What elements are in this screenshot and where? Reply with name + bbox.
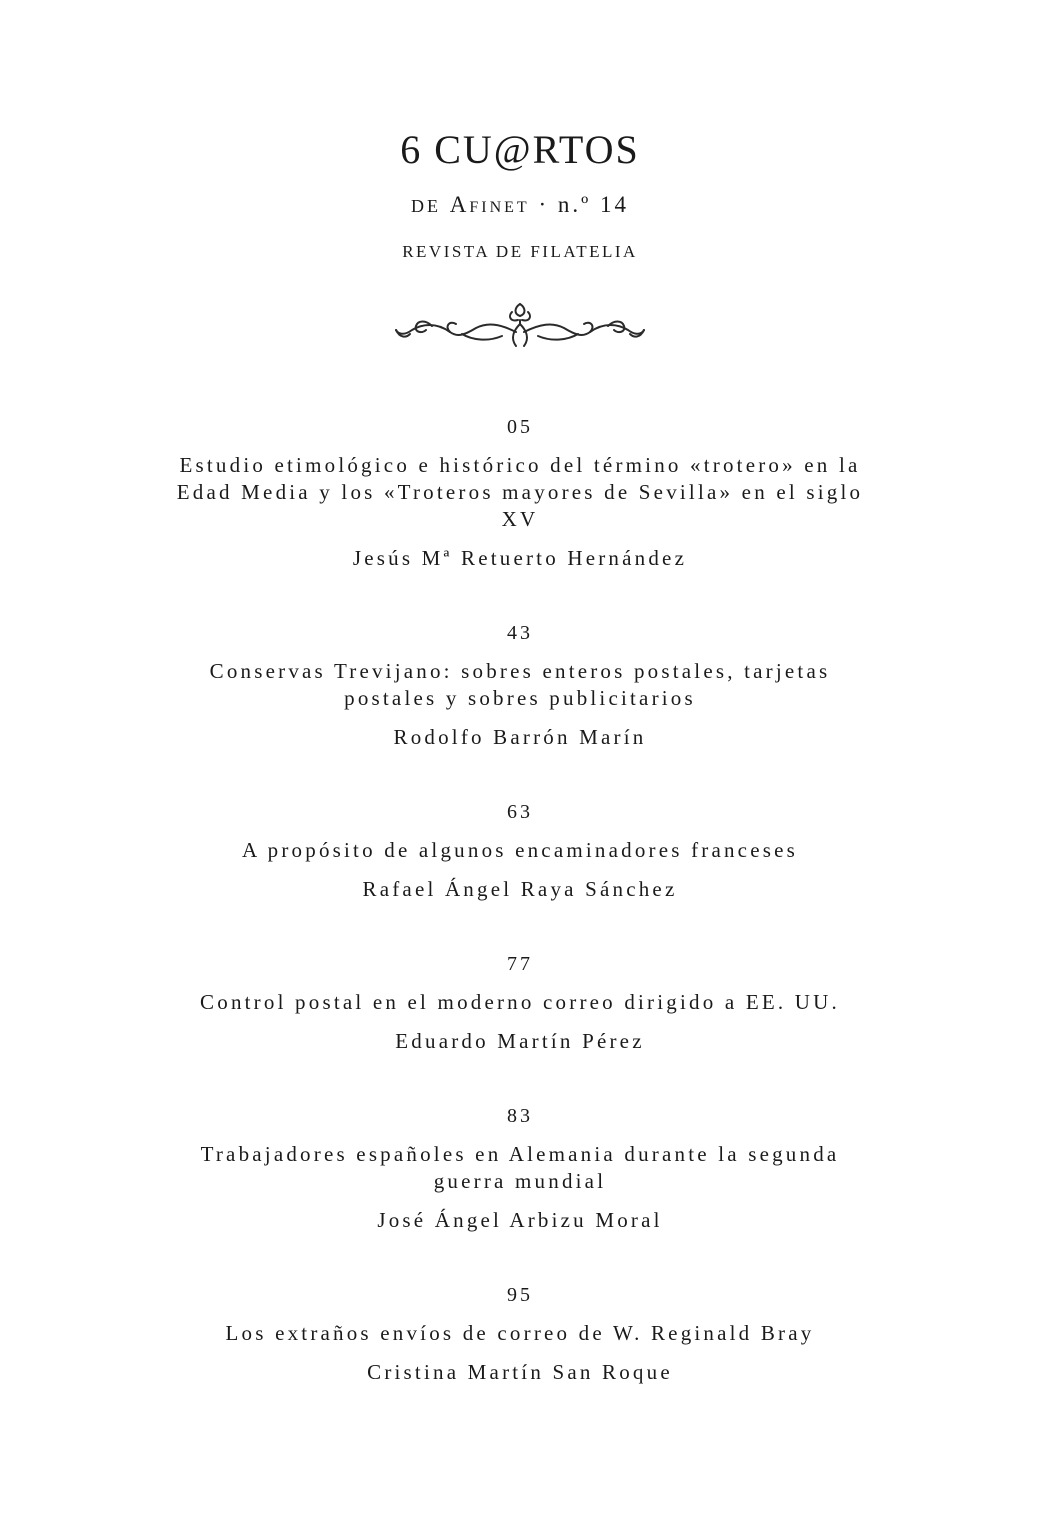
toc-article-author: Rafael Ángel Raya Sánchez [362,877,678,901]
toc-entry [160,414,880,572]
subtitle-issue: · n.º 14 [538,192,629,217]
magazine-title: 6 CU@RTOS [400,127,640,172]
toc-page-number: 63 [507,801,533,823]
subtitle-prefix: DE [411,196,441,216]
toc-article-author: Cristina Martín San Roque [367,1360,673,1384]
toc-article-title: Estudio etimológico e histórico del término «trotero» en la Edad Media y los «Troteros mayores de Sevilla» en el siglo XV [176,453,864,531]
flourish-divider-icon [392,298,648,350]
toc-entry [160,1282,880,1386]
toc-page-number: 43 [507,622,533,644]
toc-article-title: Trabajadores españoles en Alemania durante la segunda guerra mundial [200,1142,840,1193]
magazine-tagline: REVISTA DE FILATELIA [402,242,638,261]
toc-article-title: Los extraños envíos de correo de W. Reginald Bray [225,1321,815,1345]
toc-page-number: 83 [507,1105,533,1127]
toc-article-author: Rodolfo Barrón Marín [393,725,647,749]
toc-entry [160,951,880,1055]
toc-article-title: Conservas Trevijano: sobres enteros postales, tarjetas postales y sobres publicitarios [209,659,831,710]
toc-entry [160,799,880,903]
toc-article-author: Jesús Mª Retuerto Hernández [352,546,688,570]
toc-article-author: Eduardo Martín Pérez [395,1029,645,1053]
toc-entry [160,620,880,751]
toc-page-number: 95 [507,1284,533,1306]
toc-article-title: Control postal en el moderno correo dirigido a EE. UU. [200,990,840,1014]
toc-article-title: A propósito de algunos encaminadores franceses [242,838,798,862]
subtitle-name [450,192,530,217]
toc-page-number: 77 [507,953,533,975]
toc-article-author: José Ángel Arbizu Moral [377,1208,663,1232]
toc-entry [160,1103,880,1234]
subtitle-name-text: Afinet [449,192,530,217]
toc-page-number: 05 [507,416,533,438]
magazine-subtitle [0,190,1040,221]
